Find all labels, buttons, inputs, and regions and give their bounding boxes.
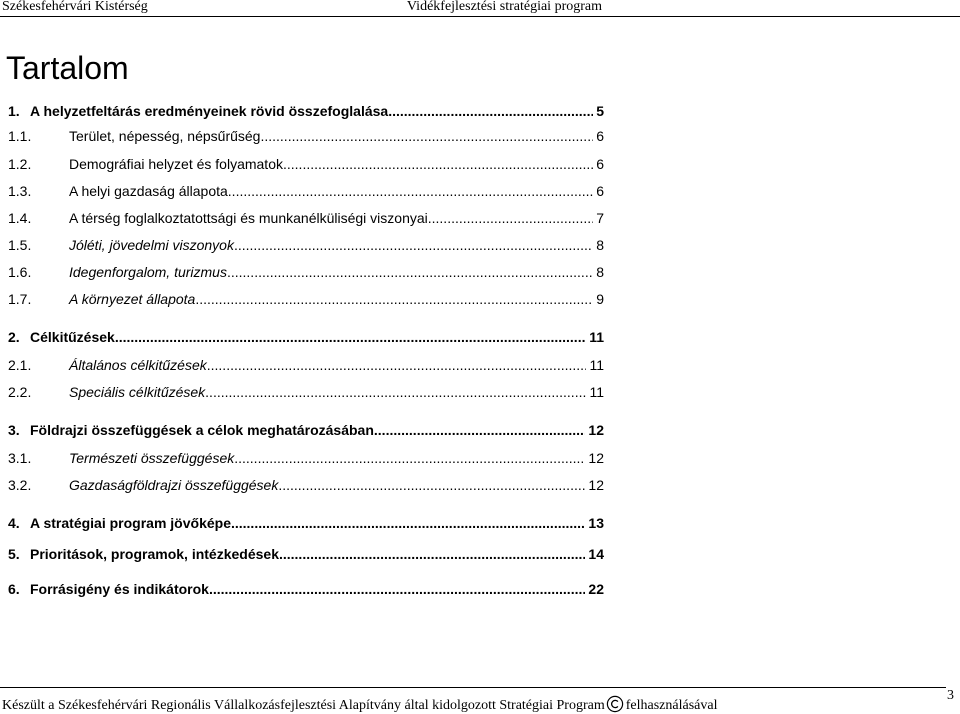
toc-entry-page: 6 [596, 183, 604, 199]
toc-entry-number: 4. [8, 515, 20, 531]
toc-entry-number: 2. [8, 329, 20, 345]
toc-entry-title: A térség foglalkoztatottsági és munkanélküliségi viszonyai [69, 210, 428, 226]
toc-entry-number: 1.6. [8, 264, 32, 280]
toc-entry-page: 8 [596, 264, 604, 280]
toc-dot-leader [278, 476, 585, 494]
toc-chapter-entry[interactable] [8, 102, 604, 120]
toc-dot-leader [195, 290, 593, 308]
toc-entry-title: Forrásigény és indikátorok [30, 581, 209, 597]
toc-section-entry[interactable] [8, 476, 604, 494]
toc-entry-number: 3. [8, 422, 20, 438]
toc-dot-leader [279, 545, 585, 563]
toc-chapter-entry[interactable] [8, 514, 604, 532]
toc-dot-leader [428, 209, 593, 227]
toc-entry-page: 9 [596, 291, 604, 307]
toc-entry-page: 12 [588, 422, 604, 438]
toc-entry-title: Jóléti, jövedelmi viszonyok [69, 237, 234, 253]
toc-entry-number: 6. [8, 581, 20, 597]
toc-section-entry[interactable] [8, 356, 604, 374]
toc-entry-number: 1.2. [8, 156, 32, 172]
toc-entry-title: Idegenforgalom, turizmus [69, 264, 227, 280]
toc-entry-title: Földrajzi összefüggések a célok meghatározásában [30, 422, 374, 438]
toc-entry-title: A stratégiai program jövőképe [30, 515, 231, 531]
toc-entry-number: 1. [8, 103, 20, 119]
toc-dot-leader [227, 263, 593, 281]
toc-entry-number: 3.1. [8, 450, 32, 466]
toc-entry-number: 2.1. [8, 357, 32, 373]
toc-entry-page: 8 [596, 237, 604, 253]
toc-section-entry[interactable] [8, 182, 604, 200]
toc-entry-title: A környezet állapota [69, 291, 196, 307]
toc-entry-page: 6 [596, 156, 604, 172]
toc-dot-leader [234, 236, 593, 254]
toc-entry-page: 22 [588, 581, 604, 597]
toc-entry-number: 1.4. [8, 210, 32, 226]
toc-entry-title: Általános célkitűzések [69, 357, 207, 373]
toc-dot-leader [374, 421, 586, 439]
toc-entry-title: Természeti összefüggések [69, 450, 235, 466]
toc-entry-page: 11 [589, 329, 604, 345]
toc-section-entry[interactable] [8, 127, 604, 145]
toc-entry-number: 1.3. [8, 183, 32, 199]
page-number: 3 [947, 688, 954, 703]
header-left-text: Székesfehérvári Kistérség [2, 0, 148, 14]
toc-entry-number: 1.1. [8, 128, 32, 144]
copyright-icon [606, 695, 624, 713]
header-right-text: Vidékfejlesztési stratégiai program [406, 0, 602, 14]
footer-credit [2, 695, 717, 714]
toc-entry-number: 2.2. [8, 384, 32, 400]
footer-divider [0, 687, 946, 688]
toc-dot-leader [260, 127, 593, 145]
toc-chapter-entry[interactable] [8, 328, 604, 346]
toc-entry-number: 1.7. [8, 291, 32, 307]
toc-entry-page: 12 [588, 450, 604, 466]
toc-section-entry[interactable] [8, 236, 604, 254]
toc-dot-leader [228, 182, 593, 200]
toc-chapter-entry[interactable] [8, 580, 604, 598]
toc-dot-leader [234, 449, 585, 467]
toc-dot-leader [283, 155, 593, 173]
toc-section-entry[interactable] [8, 383, 604, 401]
toc-entry-page: 5 [596, 103, 604, 119]
toc-entry-number: 1.5. [8, 237, 32, 253]
toc-entry-title: A helyzetfeltárás eredményeinek rövid összefoglalása [30, 103, 389, 119]
toc-entry-title: Prioritások, programok, intézkedések [30, 546, 279, 562]
toc-section-entry[interactable] [8, 155, 604, 173]
toc-entry-title: Speciális célkitűzések [69, 384, 206, 400]
toc-dot-leader [207, 356, 587, 374]
page-title: Tartalom [6, 50, 129, 86]
toc-dot-leader [115, 328, 586, 346]
toc-section-entry[interactable] [8, 290, 604, 308]
toc-chapter-entry[interactable] [8, 545, 604, 563]
toc-chapter-entry[interactable] [8, 421, 604, 439]
toc-entry-page: 11 [589, 357, 604, 373]
toc-entry-title: Demográfiai helyzet és folyamatok [69, 156, 283, 172]
toc-dot-leader [388, 102, 593, 120]
toc-dot-leader [205, 383, 586, 401]
toc-dot-leader [231, 514, 585, 532]
footer-credit-text-after: felhasználásával [625, 698, 718, 713]
toc-entry-title: Terület, népesség, népsűrűség [69, 128, 261, 144]
toc-entry-page: 6 [596, 128, 604, 144]
footer-credit-text-before: Készült a Székesfehérvári Regionális Vállalkozásfejlesztési Alapítvány által kidolgozott Stratégiai Program [2, 698, 605, 713]
toc-entry-page: 11 [589, 384, 604, 400]
toc-entry-title: Gazdaságföldrajzi összefüggések [69, 477, 279, 493]
toc-entry-page: 12 [588, 477, 604, 493]
toc-entry-page: 14 [588, 546, 604, 562]
toc-section-entry[interactable] [8, 209, 604, 227]
toc-entry-page: 7 [596, 210, 604, 226]
toc-section-entry[interactable] [8, 449, 604, 467]
toc-entry-number: 3.2. [8, 477, 32, 493]
toc-entry-number: 5. [8, 546, 20, 562]
toc-entry-title: A helyi gazdaság állapota [69, 183, 228, 199]
toc-dot-leader [209, 580, 585, 598]
toc-entry-page: 13 [588, 515, 604, 531]
toc-section-entry[interactable] [8, 263, 604, 281]
toc-entry-title: Célkitűzések [30, 329, 115, 345]
